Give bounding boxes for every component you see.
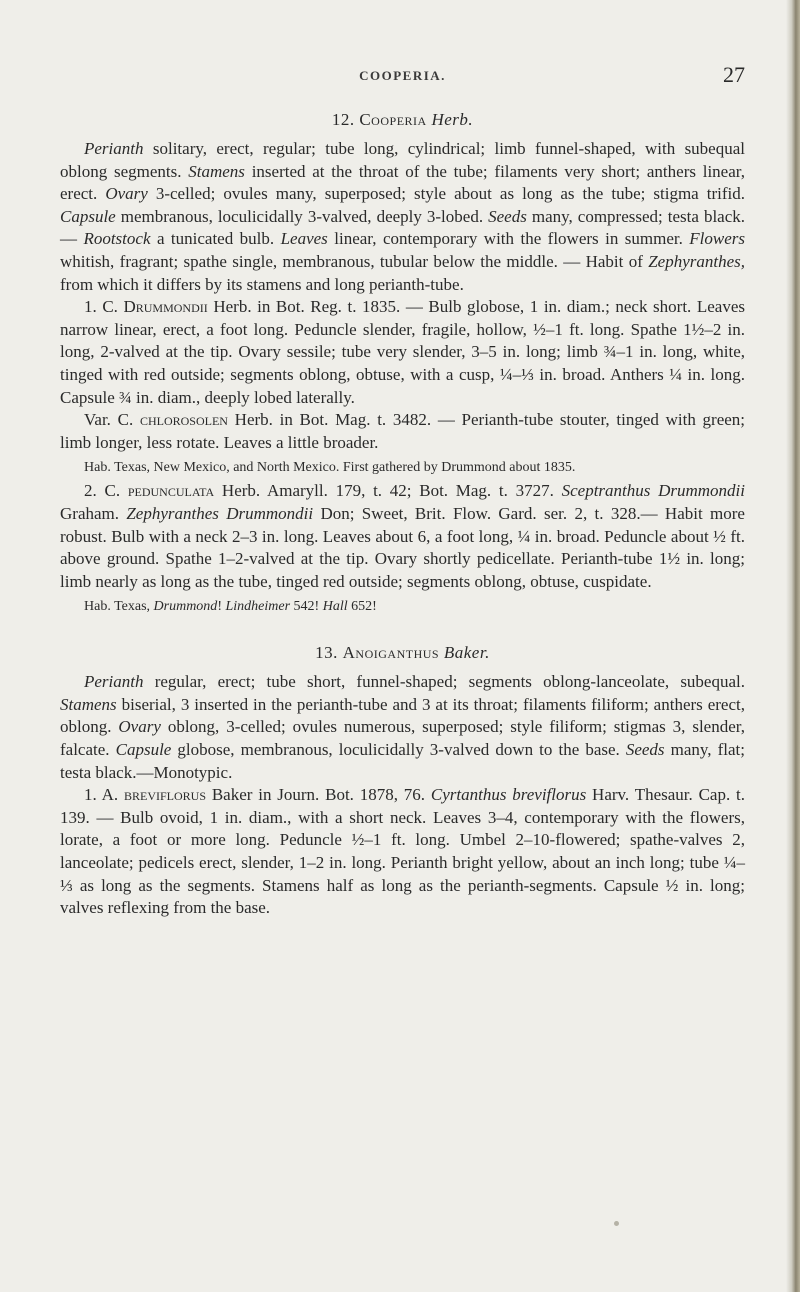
genus-heading xyxy=(60,643,745,663)
variety-entry: Var. C. chlorosolen Herb. in Bot. Mag. t. 3482. — Perianth-tube stouter, tinged with green; limb longer, less rotate. Leaves a little broader. xyxy=(60,410,746,452)
genus-number: 13. xyxy=(315,643,338,663)
species-entry: 1. A. breviflorus Baker in Journ. Bot. 1878, 76. Cyrtanthus breviflorus Harv. Thesaur. Cap. t. 139. — Bulb ovoid, 1 in. diam., with a short neck. Leaves 3–4, contemporary with the flowers, lorate, a foot or more long. Peduncle ½–1 ft. long. Umbel 2–10-flowered; spathe-valves 2, lanceolate; pedicels erect, slender, 1–2 in. long. Perianth bright yellow, about an inch long; tube ¼–⅓ as long as the segments. Stamens half as long as the perianth-segments. Capsule ½ in. long; valves reflexing from the base. xyxy=(60,785,745,918)
running-head: COOPERIA. xyxy=(359,68,446,83)
page-header xyxy=(60,62,745,102)
habitat-note: Hab. Texas, New Mexico, and North Mexico. First gathered by Drummond about 1835. xyxy=(84,460,576,476)
genus-number: 12. xyxy=(331,110,355,129)
genus-name: Cooperia xyxy=(359,110,427,129)
genus-author: Herb. xyxy=(431,110,474,129)
species-entry: 2. C. pedunculata Herb. Amaryll. 179, t. 42; Bot. Mag. t. 3727. Sceptranthus Drummondii Graham. Zephyranthes Drummondii Don; Sweet, Brit. Flow. Gard. ser. 2, t. 328.— Habit more robust. Bulb with a neck 2–3 in. long. Leaves about 6, a foot long, ¼ in. broad. Peduncle about ½ ft. above ground. Spathe 1–2-valved at the tip. Ovary shortly pedicellate. Perianth-tube 1½ in. long; limb nearly as long as the tube, tinged red outside; segments oblong, obtuse, cuspidate. xyxy=(60,481,746,591)
ink-speck xyxy=(614,1221,619,1226)
genus-heading xyxy=(60,110,745,130)
genus-description: Perianth regular, erect; tube short, funnel-shaped; segments oblong-lanceolate, subequal. Stamens biserial, 3 inserted in the perianth-tube and 3 at its throat; filaments filiform; anthers erect, oblong. Ovary oblong, 3-celled; ovules numerous, superposed; style filiform; stigmas 3, slender, falcate. Capsule globose, membranous, loculicidally 3-valved down to the base. Seeds many, flat; testa black.—Monotypic. xyxy=(60,672,745,782)
page-body xyxy=(60,100,745,920)
genus-description: Perianth solitary, erect, regular; tube long, cylindrical; limb funnel-shaped, with subequal oblong segments. Stamens inserted at the throat of the tube; filaments very short; anthers linear, erect. Ovary 3-celled; ovules many, superposed; style about as long as the tube; stigma trifid. Capsule membranous, loculicidally 3-valved, deeply 3-lobed. Seeds many, compressed; testa black.— Rootstock a tunicated bulb. Leaves linear, contemporary with the flowers in summer. Flowers whitish, fragrant; spathe single, membranous, tubular below the middle. — Habit of Zephyranthes, from which it differs by its stamens and long perianth-tube. xyxy=(60,139,746,294)
genus-name: Anoiganthus xyxy=(342,643,440,663)
habitat-note: Hab. Texas, Drummond! Lindheimer 542! Hall 652! xyxy=(84,599,377,615)
page-number: 27 xyxy=(723,62,745,87)
page-edge xyxy=(786,0,800,1292)
genus-author: Baker. xyxy=(443,643,490,663)
species-entry: 1. C. Drummondii Herb. in Bot. Reg. t. 1835. — Bulb globose, 1 in. diam.; neck short. Leaves narrow linear, erect, a foot long. Peduncle slender, fragile, hollow, ½–1 ft. long. Spathe 1½–2 in. long, 2-valved at the tip. Ovary sessile; tube very slender, 3–5 in. long; limb ¾–1 in. long, white, tinged with red outside; segments oblong, obtuse, with a cusp, ¼–⅓ in. broad. Anthers ¼ in. long. Capsule ¾ in. diam., deeply lobed laterally. xyxy=(60,297,745,407)
